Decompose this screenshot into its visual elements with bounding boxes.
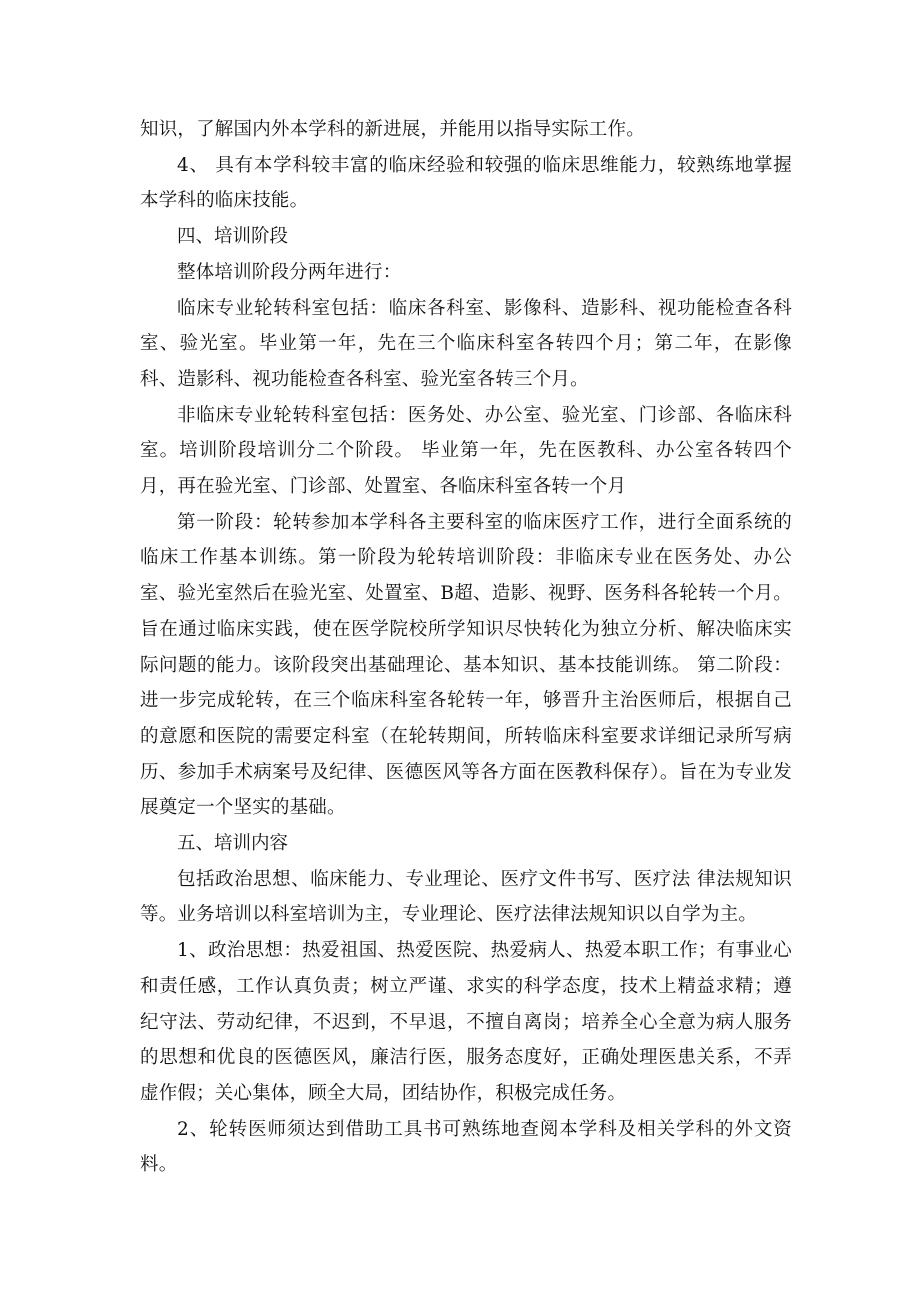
document-page (140, 112, 792, 1183)
paragraph-clinical-rotation: 临床专业轮转科室包括：临床各科室、影像科、造影科、视功能检查各科室、验光室。毕业第一年，先在三个临床科室各转四个月；第二年，在影像科、造影科、视功能检查各科室、验光室各转三个月。 (140, 297, 792, 390)
paragraph-stage-intro: 整体培训阶段分两年进行： (177, 261, 402, 283)
section-heading-training-stages: 四、培训阶段 (177, 226, 289, 248)
paragraph-nonclinical-rotation: 非临床专业轮转科室包括：医务处、办公室、验光室、门诊部、各临床科室。培训阶段培训分二个阶段。 毕业第一年，先在医教科、办公室各转四个月，再在验光室、门诊部、处置室、各临床科室各转一个月 (140, 404, 792, 498)
paragraph-first-stage: 第一阶段：轮转参加本学科各主要科室的临床医疗工作，进行全面系统的临床工作基本训练。第一阶段为轮转培训阶段：非临床专业在医务处、办公室、验光室然后在验光室、处置室、B超、造影、视野、医务科各轮转一个月。旨在通过临床实践，使在医学院校所学知识尽快转化为独立分析、解决临床实际问题的能力。该阶段突出基础理论、基本知识、基本技能训练。 第二阶段：进一步完成轮转，在三个临床科室各轮转一年，够晋升主治医师后，根据自己的意愿和医院的需要定科室（在轮转期间，所转临床科室要求详细记录所写病历、参加手术病案号及纪律、医德医风等各方面在医教科保存）。旨在为专业发展奠定一个坚实的基础。 (140, 511, 792, 819)
section-heading-training-content: 五、培训内容 (177, 833, 289, 855)
paragraph-continuation: 知识，了解国内外本学科的新进展，并能用以指导实际工作。 (140, 119, 645, 140)
paragraph-content-intro: 包括政治思想、临床能力、专业理论、医疗文件书写、医疗法 律法规知识等。业务培训以科室培训为主，专业理论、医疗法律法规知识以自学为主。 (140, 868, 792, 926)
paragraph-political-thought: 1、政治思想：热爱祖国、热爱医院、热爱病人、热爱本职工作；有事业心和责任感，工作认真负责；树立严谨、求实的科学态度，技术上精益求精；遵纪守法、劳动纪律，不迟到，不早退，不擅自离岗；培养全心全意为病人服务的思想和优良的医德医风，廉洁行医，服务态度好，正确处理医患关系，不弄虚作假；关心集体，顾全大局，团结协作，积极完成任务。 (140, 940, 792, 1104)
paragraph-foreign-literature: 2、轮转医师须达到借助工具书可熟练地查阅本学科及相关学科的外文资料。 (140, 1118, 792, 1176)
paragraph-item-4: 4、 具有本学科较丰富的临床经验和较强的临床思维能力，较熟练地掌握本学科的临床技能。 (140, 154, 792, 212)
